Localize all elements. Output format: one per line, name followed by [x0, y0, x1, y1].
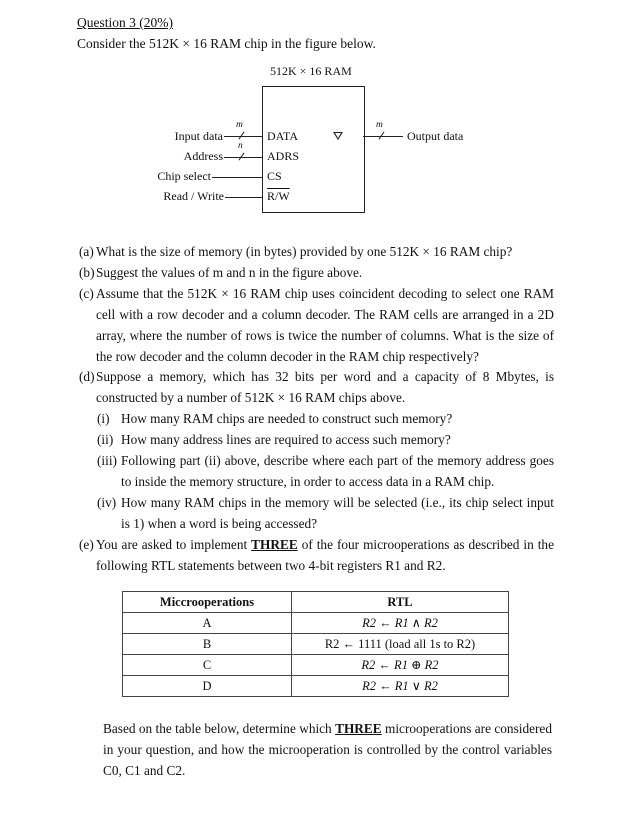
closing-paragraph: Based on the table below, determine which THREE microoperations are considered in your question, and how the microoperation is controlled by the control variables C0, C1 and C2.: [103, 721, 552, 778]
table-header-row: [123, 592, 509, 613]
pin-rw: R/W: [267, 189, 290, 203]
question-intro: Consider the 512K × 16 RAM chip in the figure below.: [77, 36, 376, 51]
chip-select-line: [212, 177, 262, 178]
output-data-line: [363, 136, 403, 137]
bus-width-m: m: [236, 120, 243, 130]
table-row: B R2 ← 1111 (load all 1s to R2): [123, 634, 509, 655]
question-title: Question 3 (20%): [77, 15, 173, 30]
signal-chip-select: Chip select: [157, 169, 211, 183]
bus-width-m-output: m: [376, 120, 383, 130]
signal-input-data: Input data: [174, 129, 223, 143]
part-d: (d) Suppose a memory, which has 32 bits per word and a capacity of 8 Mbytes, is constructed by a number of 512K × 16 RAM chips above.: [79, 369, 554, 405]
pin-cs: CS: [267, 169, 282, 183]
output-data-label: Output data: [407, 129, 464, 143]
subpart-iii: (iii) Following part (ii) above, describe where each part of the memory address goes to inside the memory structure, in order to access data in a RAM chip.: [97, 453, 554, 489]
header-microoperations: Miccrooperations: [123, 592, 292, 613]
part-a: (a) What is the size of memory (in bytes) provided by one 512K × 16 RAM chip?: [79, 244, 513, 259]
address-line: [224, 157, 262, 158]
subpart-i: (i) How many RAM chips are needed to construct such memory?: [97, 411, 453, 426]
pin-data: DATA: [267, 129, 299, 143]
subpart-iv: (iv) How many RAM chips in the memory will be selected (i.e., its chip select input is 1) when a word is being accessed?: [97, 495, 554, 531]
table-row: C R2 ← R1 ⊕ R2: [123, 655, 509, 676]
pin-adrs: ADRS: [267, 149, 300, 163]
signal-address: Address: [183, 149, 223, 163]
signal-read-write: Read / Write: [163, 189, 224, 203]
header-rtl: RTL: [292, 592, 509, 613]
part-e: (e) You are asked to implement THREE of the four microoperations as described in the following RTL statements between two 4-bit registers R1 and R2.: [79, 537, 554, 573]
read-write-line: [225, 197, 262, 198]
bus-width-n: n: [238, 141, 243, 151]
part-b: (b) Suggest the values of m and n in the figure above.: [79, 265, 363, 280]
ram-chip-diagram: [0, 0, 623, 230]
table-row: A R2 ← R1 ∧ R2: [123, 613, 509, 634]
table-row: D R2 ← R1 ∨ R2: [123, 676, 509, 697]
input-data-line: [224, 136, 262, 137]
microoperations-table: [122, 591, 509, 697]
figure-title: 512K × 16 RAM: [270, 64, 352, 78]
part-c: (c) Assume that the 512K × 16 RAM chip uses coincident decoding to select one RAM cell with a row decoder and a column decoder. The RAM cells are arranged in a 2D array, where the number of rows is twice the number of columns. What is the size of the row decoder and the column decoder in the RAM chip respectively?: [79, 286, 554, 364]
subpart-ii: (ii) How many address lines are required to access such memory?: [97, 432, 451, 447]
